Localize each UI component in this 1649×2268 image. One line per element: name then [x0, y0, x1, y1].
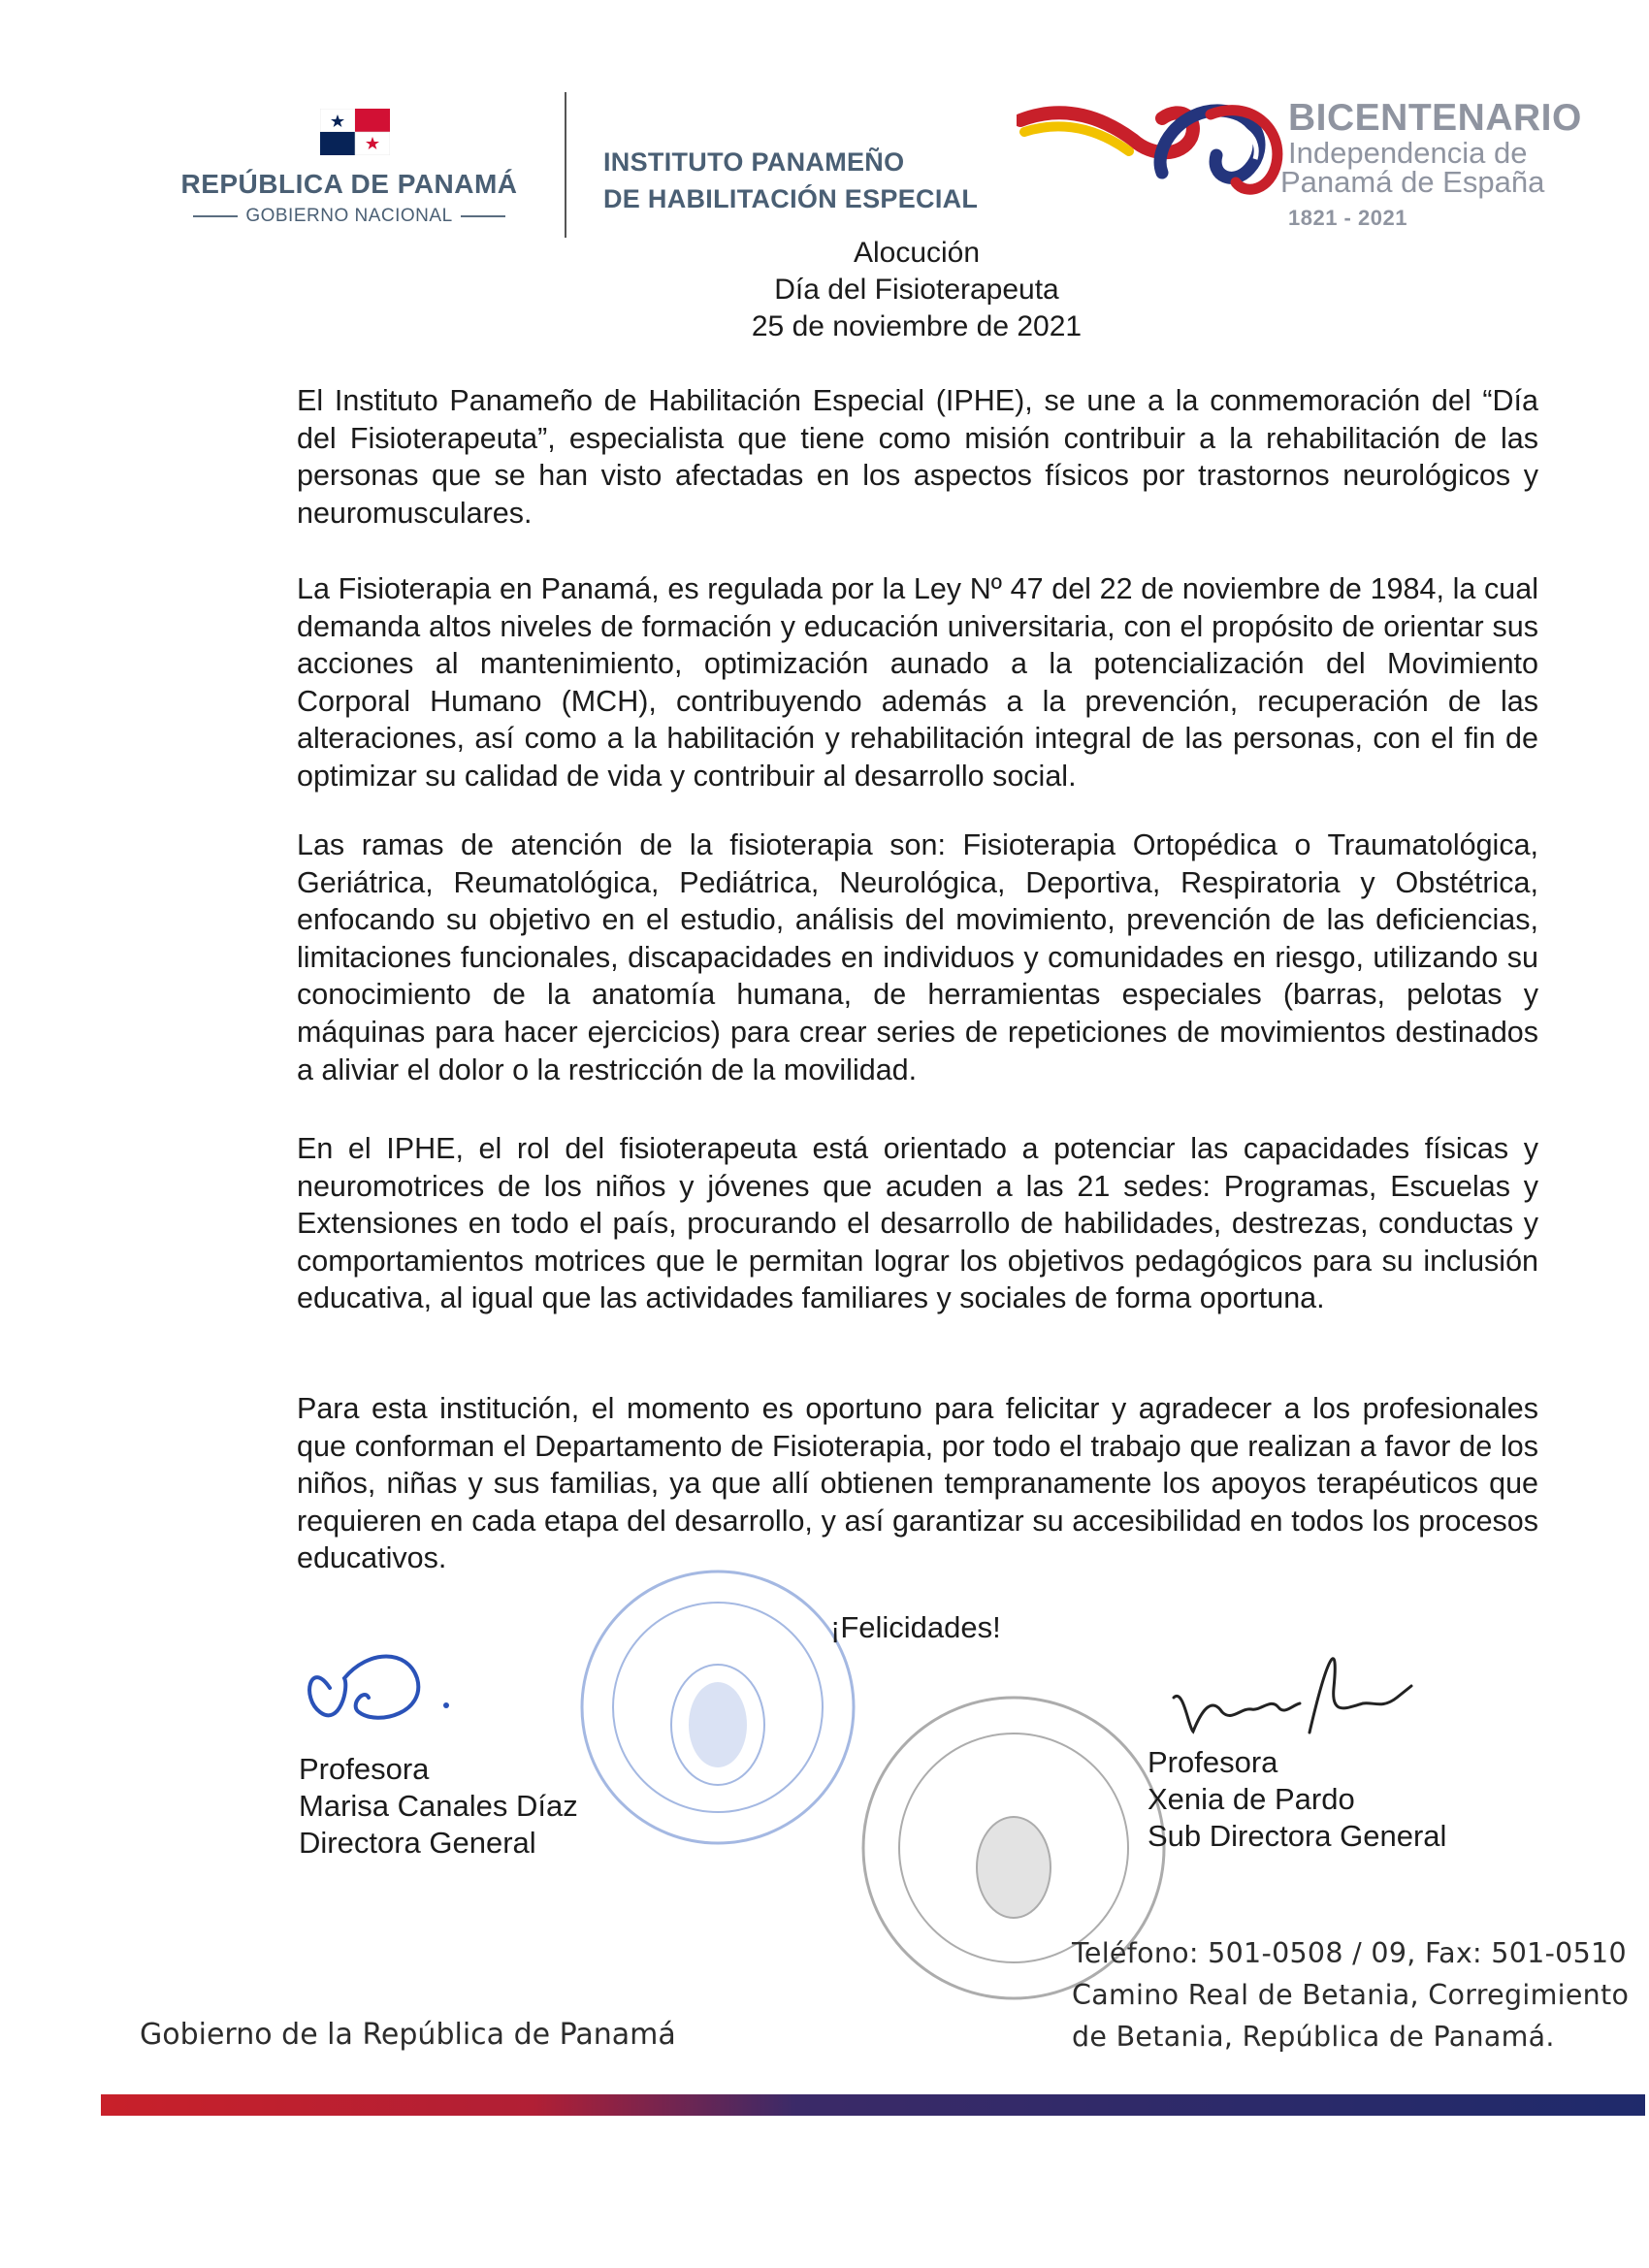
institute-name [603, 144, 1011, 217]
institute-line-2: DE HABILITACIÓN ESPECIAL [603, 184, 979, 213]
government-label [146, 206, 553, 227]
bicentenary-line-2: Panamá de España [1280, 165, 1545, 199]
body-paragraph: El Instituto Panameño de Habilitación Especial (IPHE), se une a la conmemoración del “Día del Fisioterapeuta”, especialista que tiene como misión contribuir a la rehabilitación de las personas que se han visto afectadas en los aspectos físicos por trastornos neurológicos y neuromusculares. [297, 384, 1538, 530]
signature-block-right [1148, 1744, 1446, 1855]
signature-block-left [299, 1751, 578, 1862]
closing-greeting: ¡Felicidades! [830, 1610, 1001, 1644]
signer-name: Marisa Canales Díaz [299, 1789, 578, 1823]
signer-title: Profesora [299, 1752, 430, 1786]
panama-flag-logo [320, 109, 390, 155]
document-subtitle: Día del Fisioterapeuta [774, 274, 1059, 306]
body-paragraph: Las ramas de atención de la fisioterapia son: Fisioterapia Ortopédica o Traumatológica, Geriátrica, Reumatológica, Pediátrica, Neurológica, Deportiva, Respiratoria y Obstétrica, enfocando su objetivo en el estudio, análisis del movimiento, prevención de las deficiencias, limitaciones funcionales, discapacidades en individuos y comunidades en riesgo, utilizando su conocimiento de la anatomía humana, de herramientas especiales (barras, pelotas y máquinas para hacer ejercicios) para crear series de repeticiones de movimientos destinados a aliviar el dolor o la restricción de la movilidad. [297, 828, 1538, 1086]
signer-title: Profesora [1148, 1745, 1278, 1779]
document-title: Alocución [853, 237, 981, 269]
signer-role: Directora General [299, 1826, 536, 1860]
bicentenary-title: BICENTENARIO [1288, 97, 1582, 139]
contact-info [1072, 1932, 1629, 2057]
government-text: GOBIERNO NACIONAL [245, 206, 453, 226]
address-line-1: Camino Real de Betania, Corregimiento [1072, 1979, 1630, 2011]
body-paragraph: En el IPHE, el rol del fisioterapeuta está orientado a potenciar las capacidades físicas y neuromotrices de los niños y jóvenes que acuden a las 21 sedes: Programas, Escuelas y Extensiones en todo el país, procurando el desarrollo de habilidades, destrezas, conductas y comportamientos motrices que le permitan lograr los objetivos pedagógicos para su inclusión educativa, al igual que las actividades familiares y sociales de forma oportuna. [297, 1132, 1538, 1315]
country-name: REPÚBLICA DE PANAMÁ [180, 169, 518, 199]
official-stamp-direccion [572, 1562, 863, 1853]
bicentenary-years: 1821 - 2021 [1288, 206, 1407, 230]
footer-government: Gobierno de la República de Panamá [140, 2018, 676, 2052]
bicentenary-ribbon-logo [1017, 89, 1308, 206]
body-paragraph: La Fisioterapia en Panamá, es regulada por la Ley Nº 47 del 22 de noviembre de 1984, la cual demanda altos niveles de formación y educación universitaria, con el propósito de orientar sus acciones al mantenimiento, optimización aunado a la potencialización del Movimiento Corporal Humano (MCH), contribuyendo además a la prevención, recuperación de las alteraciones, así como a la habilitación y rehabilitación integral de las personas, con el fin de optimizar su calidad de vida y contribuir al desarrollo social. [297, 572, 1538, 793]
signer-role: Sub Directora General [1148, 1819, 1447, 1853]
signer-name: Xenia de Pardo [1148, 1782, 1355, 1816]
handwritten-signature-left [291, 1620, 466, 1756]
header-divider [565, 92, 566, 238]
footer-color-bar [101, 2094, 1645, 2116]
institute-line-1: INSTITUTO PANAMEÑO [603, 147, 905, 177]
phone-fax: Teléfono: 501-0508 / 09, Fax: 501-0510 [1072, 1937, 1627, 1969]
bicentenary-line-1: Independencia de [1288, 136, 1528, 170]
body-paragraph: Para esta institución, el momento es oportuno para felicitar y agradecer a los profesionales que conforman el Departamento de Fisioterapia, por todo el trabajo que realizan a favor de los niños, niñas y sus familias, ya que allí obtienen tempranamente los apoyos terapéuticos que requieren en cada etapa del desarrollo, y así garantizar su accesibilidad en todos los procesos educativos. [297, 1392, 1538, 1575]
document-date: 25 de noviembre de 2021 [751, 310, 1083, 342]
address-line-2: de Betania, República de Panamá. [1072, 2021, 1555, 2053]
